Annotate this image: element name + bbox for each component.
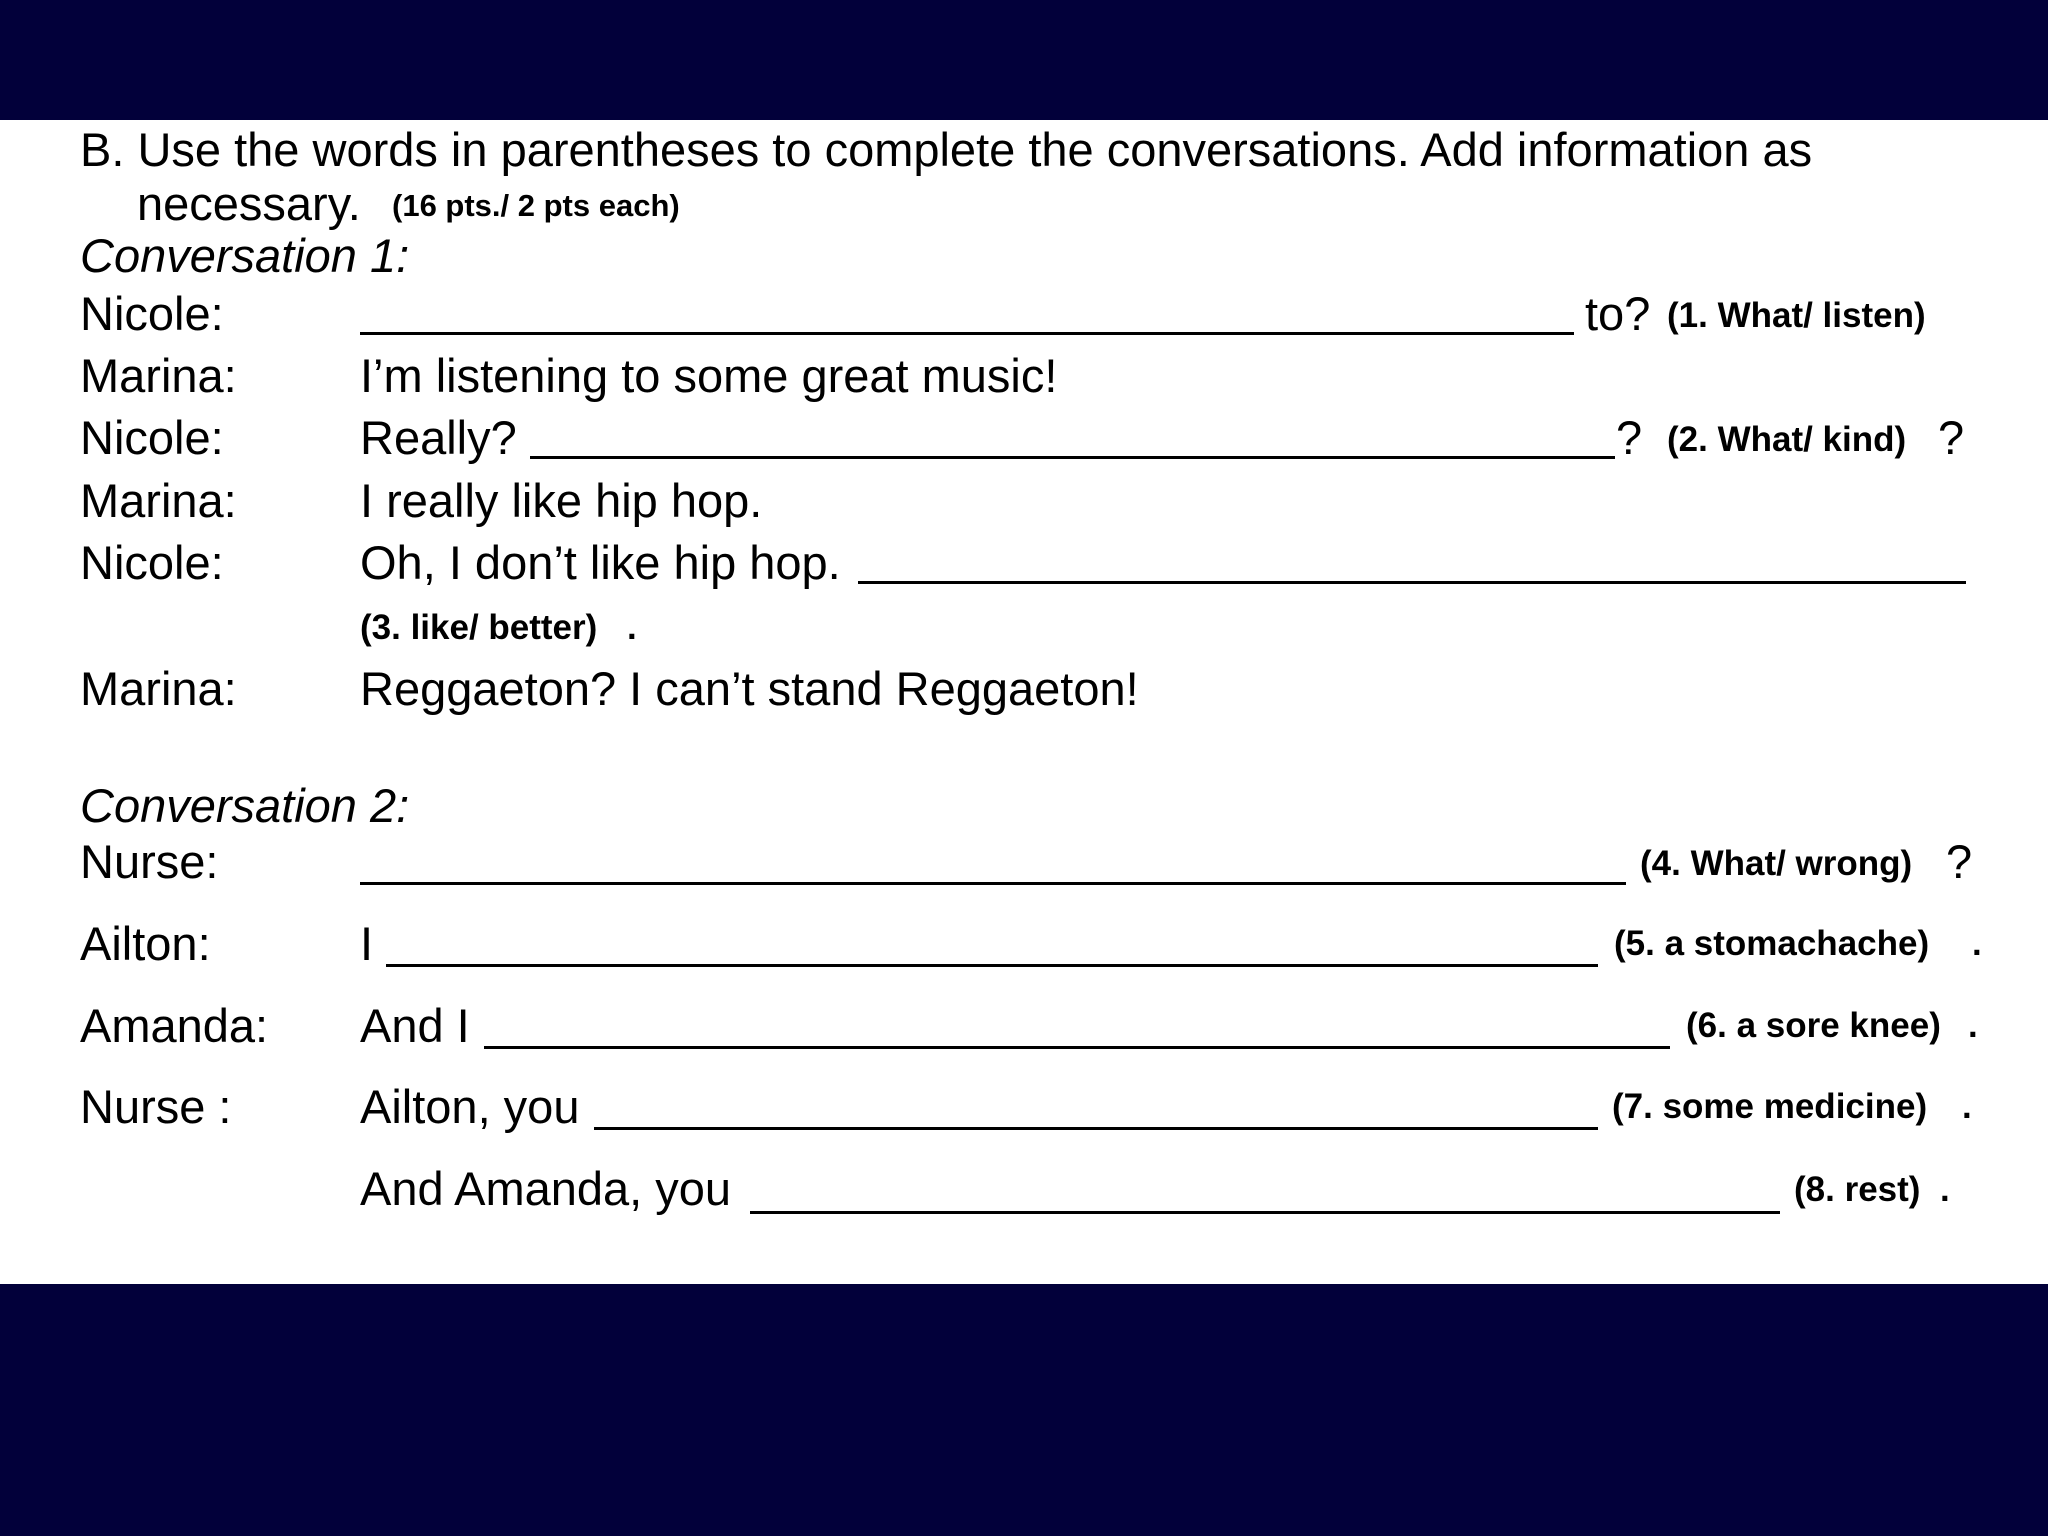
cue-4: (4. What/ wrong) xyxy=(1640,844,1913,883)
line-text: Ailton, you xyxy=(360,1080,580,1133)
speaker-label: Nurse: xyxy=(80,835,219,888)
answer-blank-8[interactable] xyxy=(750,1211,1780,1214)
speaker-label: Nicole: xyxy=(80,536,224,589)
conversation1-heading: Conversation 1: xyxy=(80,229,410,282)
speaker-label: Nicole: xyxy=(80,287,224,340)
line-text: Reggaeton? I can’t stand Reggaeton! xyxy=(360,662,1139,715)
points-note: (16 pts./ 2 pts each) xyxy=(392,188,680,223)
speaker-label: Amanda: xyxy=(80,999,269,1052)
line-text: . xyxy=(1962,1087,1972,1126)
line-text: Oh, I don’t like hip hop. xyxy=(360,536,841,589)
speaker-label: Nurse : xyxy=(80,1080,232,1133)
top-dark-band xyxy=(0,0,2048,120)
line-text: ? xyxy=(1616,411,1643,464)
line-text: I’m listening to some great music! xyxy=(360,349,1058,402)
speaker-label: Nicole: xyxy=(80,411,224,464)
answer-blank-2[interactable] xyxy=(530,456,1615,459)
cue-7: (7. some medicine) xyxy=(1612,1087,1928,1126)
line-text: I really like hip hop. xyxy=(360,474,763,527)
answer-blank-6[interactable] xyxy=(484,1046,1670,1049)
line-text: ? xyxy=(1946,835,1973,888)
conversation2-heading: Conversation 2: xyxy=(80,779,410,832)
line-text: . xyxy=(627,608,637,647)
instructions-line2: necessary. xyxy=(137,177,361,230)
line-text: I xyxy=(360,917,374,970)
cue-2: (2. What/ kind) xyxy=(1667,420,1907,459)
answer-blank-4[interactable] xyxy=(360,882,1626,885)
cue-8: (8. rest) xyxy=(1794,1170,1921,1209)
answer-blank-1[interactable] xyxy=(360,332,1574,335)
answer-blank-5[interactable] xyxy=(386,964,1598,967)
answer-blank-3[interactable] xyxy=(858,581,1966,584)
speaker-label: Marina: xyxy=(80,349,237,402)
answer-blank-7[interactable] xyxy=(594,1127,1598,1130)
line-text: ? xyxy=(1938,411,1965,464)
cue-5: (5. a stomachache) xyxy=(1614,924,1930,963)
line-text: And I xyxy=(360,999,470,1052)
cue-1: (1. What/ listen) xyxy=(1667,296,1926,335)
line-text: Really? xyxy=(360,411,517,464)
line-text: . xyxy=(1968,1006,1978,1045)
speaker-label: Marina: xyxy=(80,474,237,527)
speaker-label: Ailton: xyxy=(80,917,211,970)
cue-3: (3. like/ better) xyxy=(360,608,598,647)
speaker-label: Marina: xyxy=(80,662,237,715)
line-text: . xyxy=(1940,1170,1950,1209)
line-text: to? xyxy=(1585,287,1651,340)
bottom-dark-band xyxy=(0,1284,2048,1536)
line-text: . xyxy=(1972,924,1982,963)
line-text: And Amanda, you xyxy=(360,1162,732,1215)
worksheet xyxy=(0,120,2048,1284)
instructions-line1: B. Use the words in parentheses to complete the conversations. Add information as xyxy=(80,123,1813,176)
cue-6: (6. a sore knee) xyxy=(1686,1006,1941,1045)
